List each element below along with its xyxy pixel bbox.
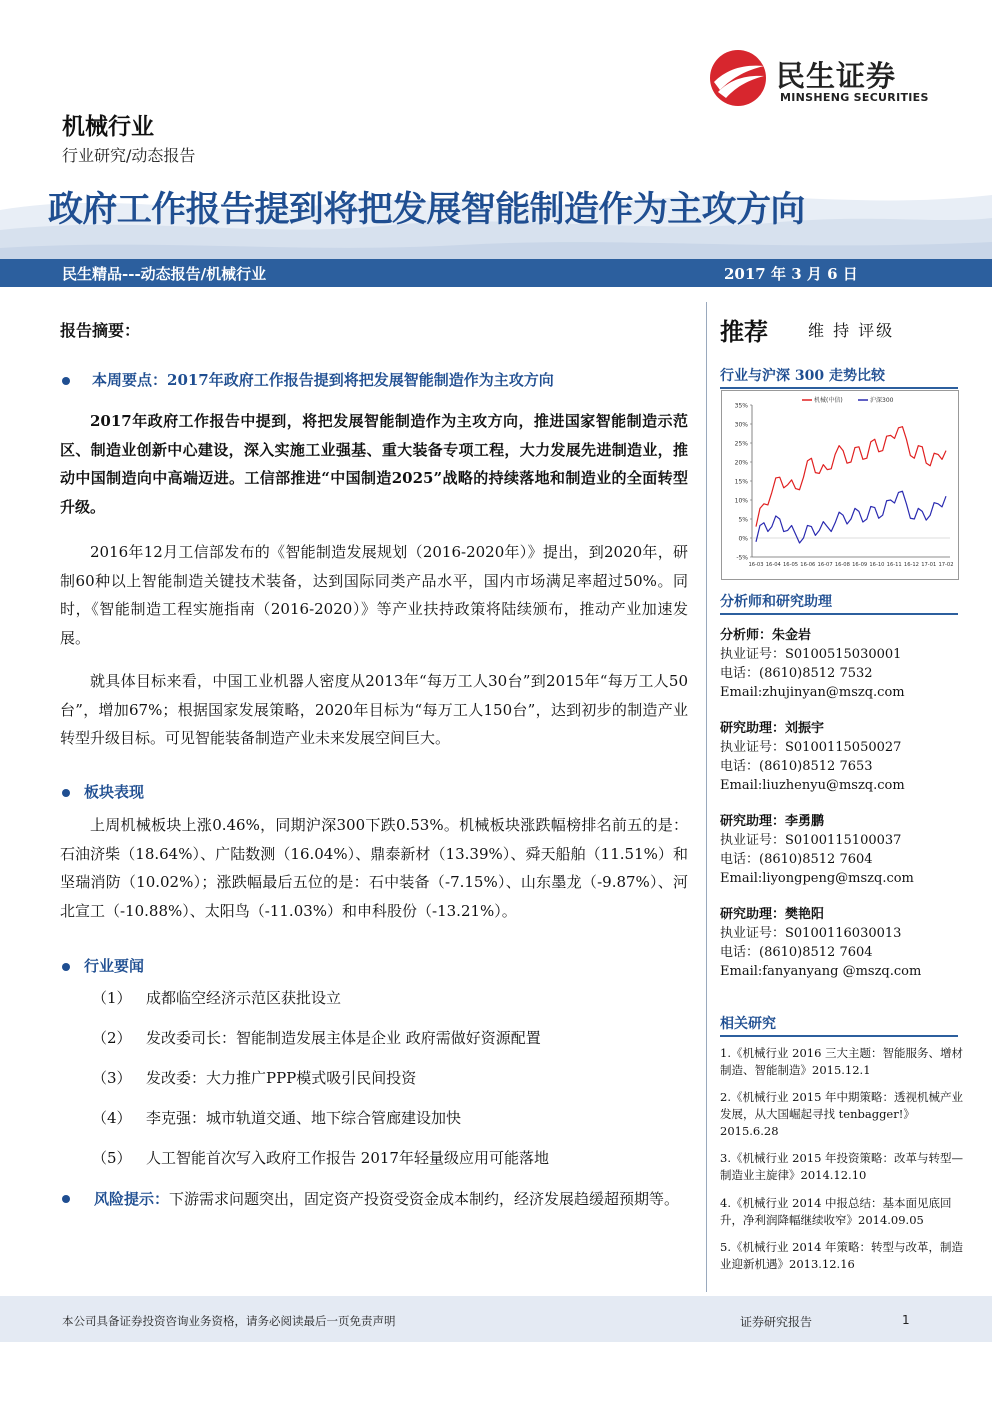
paragraph-planning: 2016年12月工信部发布的《智能制造发展规划（2016-2020年）》提出，到2020年，研制60种以上智能制造关键技术装备，达到国际同类产品水平，国内市场满足率超过50%。同时，《智能制造工程实施指南（2016-2020）》等产业扶持政策将陆续颁布，推动产业加速发展。 bbox=[60, 543, 688, 647]
key-paragraph: 2017年政府工作报告中提到，将把发展智能制造作为主攻方向，推进国家智能制造示范区、制造业创新中心建设，深入实施工业强基、重大装备专项工程，大力发展先进制造业，推动中国制造向中高端迈进。工信部推进“中国制造2025”战略的持续落地和制造业的全面转型升级。 bbox=[60, 412, 688, 516]
report-series-label: 民生精品---动态报告/机械行业 bbox=[62, 265, 267, 283]
page-number: 1 bbox=[902, 1313, 910, 1327]
analyst-email[interactable]: Email:zhujinyan@mszq.com bbox=[720, 685, 905, 700]
chart-x-tick-label: 16-11 bbox=[886, 562, 902, 568]
paragraph-sector-performance: 上周机械板块上涨0.46%，同期沪深300下跌0.53%。机械板块涨跌幅榜排名前五的是：石油济柴（18.64%）、广陆数测（16.04%）、鼎泰新材（13.39%）、舜天船舶（11.51%）和坚瑞消防（10.02%）；涨跌幅最后五位的是：石中装备（-7.15%）、山东墨龙（-9.87%）、河北宣工（-10.88%）、太阳鸟（-11.03%）和申科股份（-13.21%）。 bbox=[60, 816, 688, 920]
chart-x-tick-label: 16-07 bbox=[817, 562, 833, 568]
footer-disclaimer: 本公司具备证券投资咨询业务资格，请务必阅读最后一页免责声明 bbox=[62, 1314, 396, 1328]
analyst-cert: 执业证号：S0100115100037 bbox=[720, 833, 902, 848]
chart-x-tick-label: 17-01 bbox=[921, 562, 937, 568]
chart-y-tick-label: 15% bbox=[734, 478, 748, 486]
trend-chart bbox=[721, 390, 959, 580]
chart-x-tick-label: 16-10 bbox=[869, 562, 885, 568]
analyst-cert: 执业证号：S0100515030001 bbox=[720, 647, 902, 662]
chart-x-tick-label: 16-04 bbox=[765, 562, 781, 568]
analyst-card bbox=[720, 905, 960, 981]
analyst-card bbox=[720, 812, 960, 888]
risk-warning-text: 下游需求问题突出，固定资产投资受资金成本制约，经济发展趋缓超预期等。 bbox=[169, 1190, 680, 1208]
analyst-phone: 电话：(8610)8512 7604 bbox=[720, 945, 873, 960]
chart-y-tick-label: 30% bbox=[734, 421, 748, 429]
recommendation-label: 推荐 bbox=[720, 318, 768, 346]
chart-x-tick-label: 16-06 bbox=[800, 562, 816, 568]
analyst-email[interactable]: Email:liyongpeng@mszq.com bbox=[720, 871, 914, 886]
logo-english-name: MINSHENG SECURITIES bbox=[780, 91, 929, 104]
news-item: 成都临空经济示范区获批设立 bbox=[146, 989, 342, 1007]
chart-x-tick-label: 17-02 bbox=[938, 562, 954, 568]
summary-heading: 报告摘要： bbox=[60, 321, 141, 340]
related-research-item[interactable]: 1.《机械行业 2016 三大主题：智能服务、增材制造、智能制造》2015.12.1 bbox=[720, 1046, 964, 1077]
analyst-card bbox=[720, 626, 960, 702]
news-number: （3） bbox=[92, 1069, 132, 1087]
related-research-item[interactable]: 3.《机械行业 2015 年投资策略：改革与转型—制造业主旋律》2014.12.10 bbox=[720, 1151, 964, 1182]
chart-x-tick-label: 16-09 bbox=[852, 562, 868, 568]
bullet-icon bbox=[62, 789, 70, 797]
analyst-phone: 电话：(8610)8512 7653 bbox=[720, 759, 873, 774]
chart-legend-label: 沪深300 bbox=[870, 397, 894, 404]
minsheng-logo-icon bbox=[708, 48, 770, 108]
section-heading-sector-performance: 板块表现 bbox=[84, 783, 145, 801]
bullet-icon bbox=[62, 963, 70, 971]
analyst-email[interactable]: Email:liuzhenyu@mszq.com bbox=[720, 778, 905, 793]
news-number: （5） bbox=[92, 1149, 132, 1167]
bullet-icon bbox=[62, 377, 70, 385]
analyst-cert: 执业证号：S0100115050027 bbox=[720, 740, 902, 755]
trend-chart-svg bbox=[722, 391, 958, 579]
analyst-card bbox=[720, 719, 960, 795]
risk-warning bbox=[94, 1185, 688, 1214]
report-type-label: 行业研究/动态报告 bbox=[62, 146, 196, 165]
news-item: 人工智能首次写入政府工作报告 2017年轻量级应用可能落地 bbox=[146, 1149, 549, 1167]
related-research-heading: 相关研究 bbox=[720, 1013, 958, 1037]
chart-y-tick-label: -5% bbox=[736, 554, 748, 562]
column-divider bbox=[706, 302, 707, 1292]
section-heading-industry-news: 行业要闻 bbox=[84, 957, 145, 975]
chart-x-tick-label: 16-05 bbox=[783, 562, 799, 568]
news-number: （2） bbox=[92, 1029, 132, 1047]
analyst-name: 研究助理：樊艳阳 bbox=[720, 907, 825, 922]
analyst-email[interactable]: Email:fanyanyang @mszq.com bbox=[720, 964, 922, 979]
related-research-item[interactable]: 5.《机械行业 2014 年策略：转型与改革，制造业迎新机遇》2013.12.16 bbox=[720, 1240, 964, 1271]
chart-y-tick-label: 35% bbox=[734, 402, 748, 410]
analyst-name: 研究助理：刘振宇 bbox=[720, 721, 825, 736]
chart-y-tick-label: 25% bbox=[734, 440, 748, 448]
logo-chinese-name: 民生证券 bbox=[776, 59, 897, 93]
chart-y-tick-label: 20% bbox=[734, 459, 748, 467]
analyst-cert: 执业证号：S0100116030013 bbox=[720, 926, 902, 941]
analyst-heading: 分析师和研究助理 bbox=[720, 591, 958, 615]
footer-report-label: 证券研究报告 bbox=[740, 1315, 813, 1329]
rating-label: 维 持 评级 bbox=[808, 321, 895, 340]
chart-x-tick-label: 16-12 bbox=[903, 562, 919, 568]
risk-warning-label: 风险提示： bbox=[94, 1190, 170, 1208]
industry-label: 机械行业 bbox=[62, 114, 154, 140]
chart-heading: 行业与沪深 300 走势比较 bbox=[720, 365, 958, 389]
chart-y-tick-label: 10% bbox=[734, 497, 748, 505]
chart-x-tick-label: 16-03 bbox=[748, 562, 764, 568]
chart-x-tick-label: 16-08 bbox=[834, 562, 850, 568]
bullet-icon bbox=[62, 1195, 70, 1203]
analyst-phone: 电话：(8610)8512 7532 bbox=[720, 666, 873, 681]
related-research-item[interactable]: 2.《机械行业 2015 年中期策略：透视机械产业发展，从大国崛起寻找 tenbagger!》2015.6.28 bbox=[720, 1090, 964, 1138]
report-title: 政府工作报告提到将把发展智能制造作为主攻方向 bbox=[48, 190, 805, 230]
news-item: 发改委司长：智能制造发展主体是企业 政府需做好资源配置 bbox=[146, 1029, 541, 1047]
paragraph-robot-density: 就具体目标来看，中国工业机器人密度从2013年“每万工人30台”到2015年“每万工人50台”，增加67%；根据国家发展策略，2020年目标为“每万工人150台”，达到初步的制造产业转型升级目标。可见智能装备制造产业未来发展空间巨大。 bbox=[60, 672, 688, 747]
news-item: 发改委：大力推广PPP模式吸引民间投资 bbox=[146, 1069, 417, 1087]
related-research-item[interactable]: 4.《机械行业 2014 中报总结：基本面见底回升，净利润降幅继续收窄》2014.09.05 bbox=[720, 1196, 952, 1227]
chart-y-tick-label: 0% bbox=[738, 535, 748, 543]
report-date: 2017 年 3 月 6 日 bbox=[724, 265, 858, 283]
news-number: （4） bbox=[92, 1109, 132, 1127]
analyst-name: 分析师：朱金岩 bbox=[720, 628, 812, 643]
news-item: 李克强：城市轨道交通、地下综合管廊建设加快 bbox=[146, 1109, 462, 1127]
analyst-phone: 电话：(8610)8512 7604 bbox=[720, 852, 873, 867]
analyst-name: 研究助理：李勇鹏 bbox=[720, 814, 825, 829]
chart-legend-label: 机械(中信) bbox=[814, 397, 843, 404]
section-heading-weekly-points: 本周要点：2017年政府工作报告提到将把发展智能制造作为主攻方向 bbox=[92, 371, 554, 389]
news-number: （1） bbox=[92, 989, 132, 1007]
report-info-bar bbox=[0, 259, 992, 287]
chart-series-line bbox=[756, 491, 946, 543]
page-footer bbox=[0, 1296, 992, 1342]
company-logo bbox=[708, 48, 948, 108]
chart-y-tick-label: 5% bbox=[738, 516, 748, 524]
